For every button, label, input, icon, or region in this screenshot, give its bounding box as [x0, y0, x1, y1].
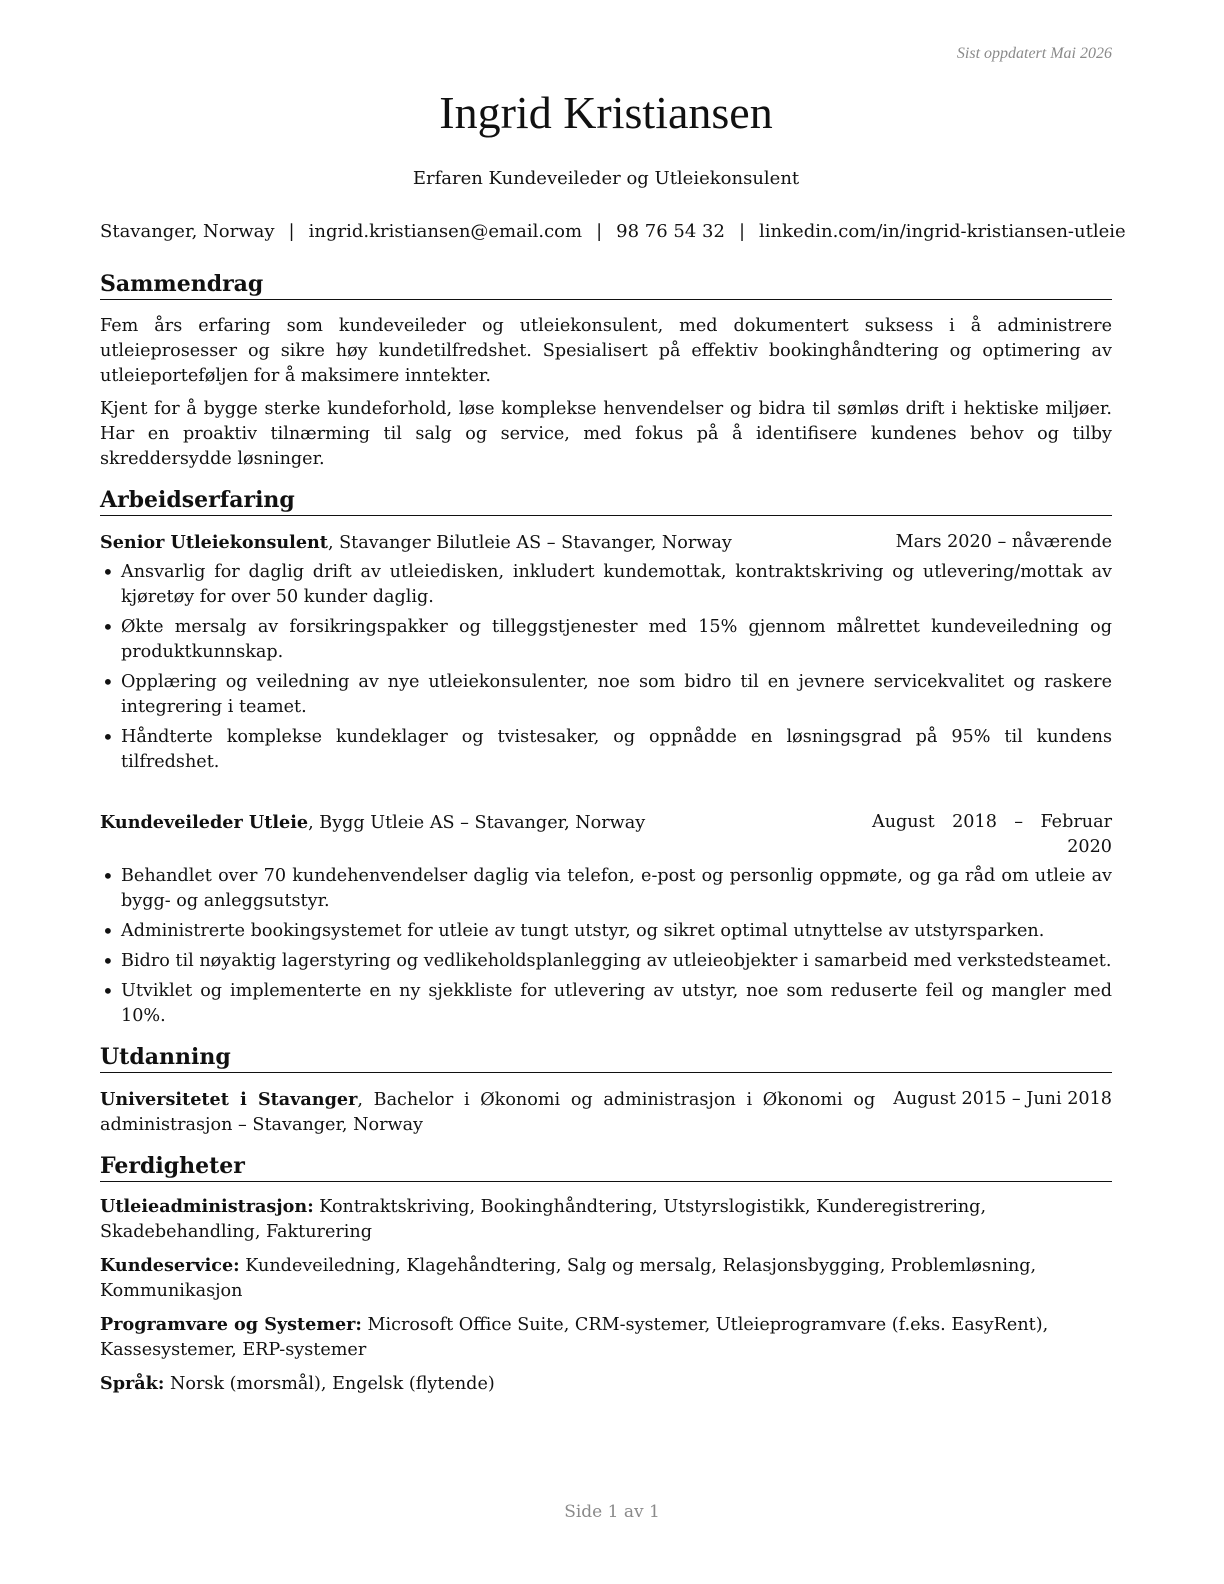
contact-separator: |: [288, 221, 295, 242]
summary-paragraph: Fem års erfaring som kundeveileder og utleiekonsulent, med dokumentert suksess i å administrere utleieprosesser og sikre høy kundetilfredshet. Spesialisert på effektiv bookinghåndtering og optimering av utleieporteføljen for å maksimere inntekter.: [100, 316, 1112, 386]
job-title: Senior Utleiekonsulent: [100, 532, 328, 553]
page-number: Side 1 av 1: [564, 1502, 660, 1522]
education-section: [100, 1043, 1112, 1138]
list-item: • Ansvarlig for daglig drift av utleiedisken, inkludert kundemottak, kontraktskriving og utlevering/mottak av kjøretøy for over 50 kunder daglig.: [100, 560, 1112, 610]
list-item: • Bidro til nøyaktig lagerstyring og vedlikeholdsplanlegging av utleieobjekter i samarbeid med verkstedsteamet.: [100, 949, 1112, 974]
skill-value: Kontraktskriving, Bookinghåndtering, Utstyrslogistikk, Kunderegistrering, Skadebehandling, Fakturering: [100, 1197, 987, 1242]
list-item: • Håndterte komplekse kundeklager og tvistesaker, og oppnådde en løsningsgrad på 95% til kundens tilfredshet.: [100, 725, 1112, 775]
skill-row: [100, 1371, 1112, 1397]
skill-label: Utleieadministrasjon:: [100, 1196, 314, 1217]
section-heading: Arbeidserfaring: [100, 486, 1112, 516]
list-item: • Behandlet over 70 kundehenvendelser daglig via telefon, e-post og personlig oppmøte, og ga råd om utleie av bygg- og anleggsutstyr.: [100, 864, 1112, 914]
skill-value: Kundeveiledning, Klagehåndtering, Salg og mersalg, Relasjonsbygging, Problemløsning, Kommunikasjon: [100, 1256, 1037, 1301]
summary-paragraph: Kjent for å bygge sterke kundeforhold, løse komplekse henvendelser og bidra til sømløs drift i hektiske miljøer. Har en proaktiv tilnærming til salg og service, med fokus på å identifisere kundenes behov og tilby skreddersydde løsninger.: [100, 399, 1112, 469]
contact-email[interactable]: ingrid.kristiansen@email.com: [308, 221, 583, 242]
contact-location: Stavanger, Norway: [100, 221, 275, 242]
candidate-subtitle: Erfaren Kundeveileder og Utleiekonsulent: [412, 168, 800, 189]
job-title: Kundeveileder Utleie: [100, 812, 309, 833]
job-employer: , Stavanger Bilutleie AS – Stavanger, Norway: [327, 533, 732, 553]
contact-separator: |: [738, 221, 746, 242]
skills-section: [100, 1152, 1112, 1397]
education-entry: [100, 1087, 1112, 1138]
contact-separator: |: [596, 221, 603, 242]
list-item: • Utviklet og implementerte en ny sjekkliste for utlevering av utstyr, noe som reduserte feil og mangler med 10%.: [100, 979, 1112, 1029]
job-bullets: [100, 864, 1112, 1029]
last-updated: Sist oppdatert Mai 2026: [956, 45, 1112, 62]
education-school: Universitetet i Stavanger: [100, 1089, 358, 1110]
job-bullets: [100, 560, 1112, 775]
skill-label: Programvare og Systemer:: [100, 1314, 362, 1335]
skill-row: [100, 1312, 1112, 1363]
job-header: [100, 810, 1112, 860]
skill-label: Språk:: [100, 1373, 165, 1394]
list-item: • Opplæring og veiledning av nye utleiekonsulenter, noe som bidro til en jevnere servicekvalitet og raskere integrering i teamet.: [100, 670, 1112, 720]
candidate-name: Ingrid Kristiansen: [439, 87, 773, 138]
job-date: August 2018 – Februar 2020: [872, 812, 1112, 857]
summary-section: [100, 270, 1112, 472]
list-item: • Økte mersalg av forsikringspakker og tilleggstjenester med 15% gjennom målrettet kundeveiledning og produktkunnskap.: [100, 615, 1112, 665]
section-heading: Sammendrag: [100, 270, 1112, 300]
skill-row: [100, 1194, 1112, 1245]
skill-label: Kundeservice:: [100, 1255, 240, 1276]
education-detail: , Bachelor i Økonomi og administrasjon i Økonomi og administrasjon – Stavanger, Norway: [100, 1090, 876, 1135]
list-item: • Administrerte bookingsystemet for utleie av tungt utstyr, og sikret optimal utnyttelse av utstyrsparken.: [100, 919, 1112, 944]
resume-body: [100, 270, 1112, 1411]
skill-value: Norsk (morsmål), Engelsk (flytende): [164, 1374, 495, 1394]
contact-phone[interactable]: 98 76 54 32: [616, 221, 725, 242]
job-employer: , Bygg Utleie AS – Stavanger, Norway: [308, 813, 646, 833]
experience-section: [100, 486, 1112, 1029]
section-heading: Ferdigheter: [100, 1152, 1112, 1182]
job-header: [100, 530, 1112, 556]
skill-value: Microsoft Office Suite, CRM-systemer, Utleieprogramvare (f.eks. EasyRent), Kassesystemer, ERP-systemer: [100, 1315, 1049, 1360]
contact-linkedin[interactable]: linkedin.com/in/ingrid-kristiansen-utleie: [759, 221, 1126, 242]
job-date: Mars 2020 – nåværende: [895, 532, 1112, 552]
education-date: August 2015 – Juni 2018: [893, 1089, 1112, 1109]
contact-line: [100, 221, 1126, 242]
section-heading: Utdanning: [100, 1043, 1112, 1073]
skill-row: [100, 1253, 1112, 1304]
